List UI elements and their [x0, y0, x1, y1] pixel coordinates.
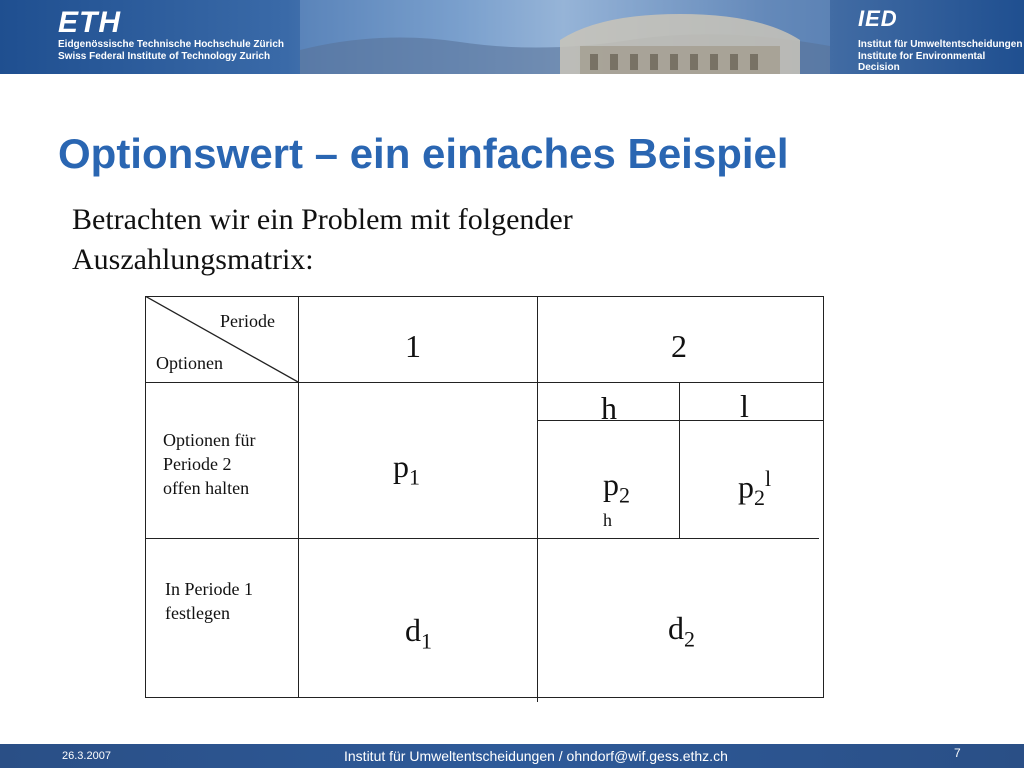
ied-name-en: Institute for Environmental Decision: [858, 51, 986, 73]
matrix-divider-hl: [679, 382, 680, 538]
matrix-border-bottom: [145, 697, 824, 698]
ied-logo: IED: [858, 6, 898, 31]
ied-name-de: Institut für Umweltentscheidungen: [858, 39, 1023, 50]
matrix-divider-subheader: [537, 420, 823, 421]
period-1-header: 1: [405, 328, 421, 364]
cell-p2-h-superscript: h: [603, 510, 612, 530]
corner-label-period: Periode: [220, 311, 275, 331]
cell-p1: $p_1$: [393, 448, 420, 490]
eth-name-de: Eidgenössische Technische Hochschule Zürich: [58, 39, 284, 50]
footer-date: 26.3.2007: [62, 750, 111, 762]
matrix-border-right: [823, 296, 824, 698]
state-h-header: h: [601, 390, 617, 426]
cell-p2-h: $p_2$: [603, 466, 630, 508]
footer-bar: [0, 744, 1024, 768]
footer-institute: Institut für Umweltentscheidungen / ohndorf@wif.gess.ethz.ch: [344, 748, 728, 764]
state-l-header: l: [740, 388, 749, 424]
row-label-fix-now: In Periode 1 festlegen: [165, 579, 253, 623]
matrix-divider-col2: [537, 296, 538, 702]
page-number: 7: [954, 746, 961, 760]
row-label-keep-open: Optionen für Periode 2 offen halten: [163, 430, 256, 498]
slide-title: Optionswert – ein einfaches Beispiel: [58, 130, 789, 177]
cell-d2: $d_2$: [668, 610, 695, 652]
eth-name-en: Swiss Federal Institute of Technology Zurich: [58, 51, 271, 62]
matrix-divider-row1: [145, 538, 819, 539]
cell-p2-l: $p_2^l$: [738, 466, 772, 511]
cell-d1: $d_1$: [405, 612, 432, 654]
eth-logo: ETH: [58, 6, 121, 39]
slide-intro: Betrachten wir ein Problem mit folgender Auszahlungsmatrix:: [72, 203, 573, 276]
corner-label-options: Optionen: [156, 353, 223, 373]
period-2-header: 2: [671, 328, 687, 364]
